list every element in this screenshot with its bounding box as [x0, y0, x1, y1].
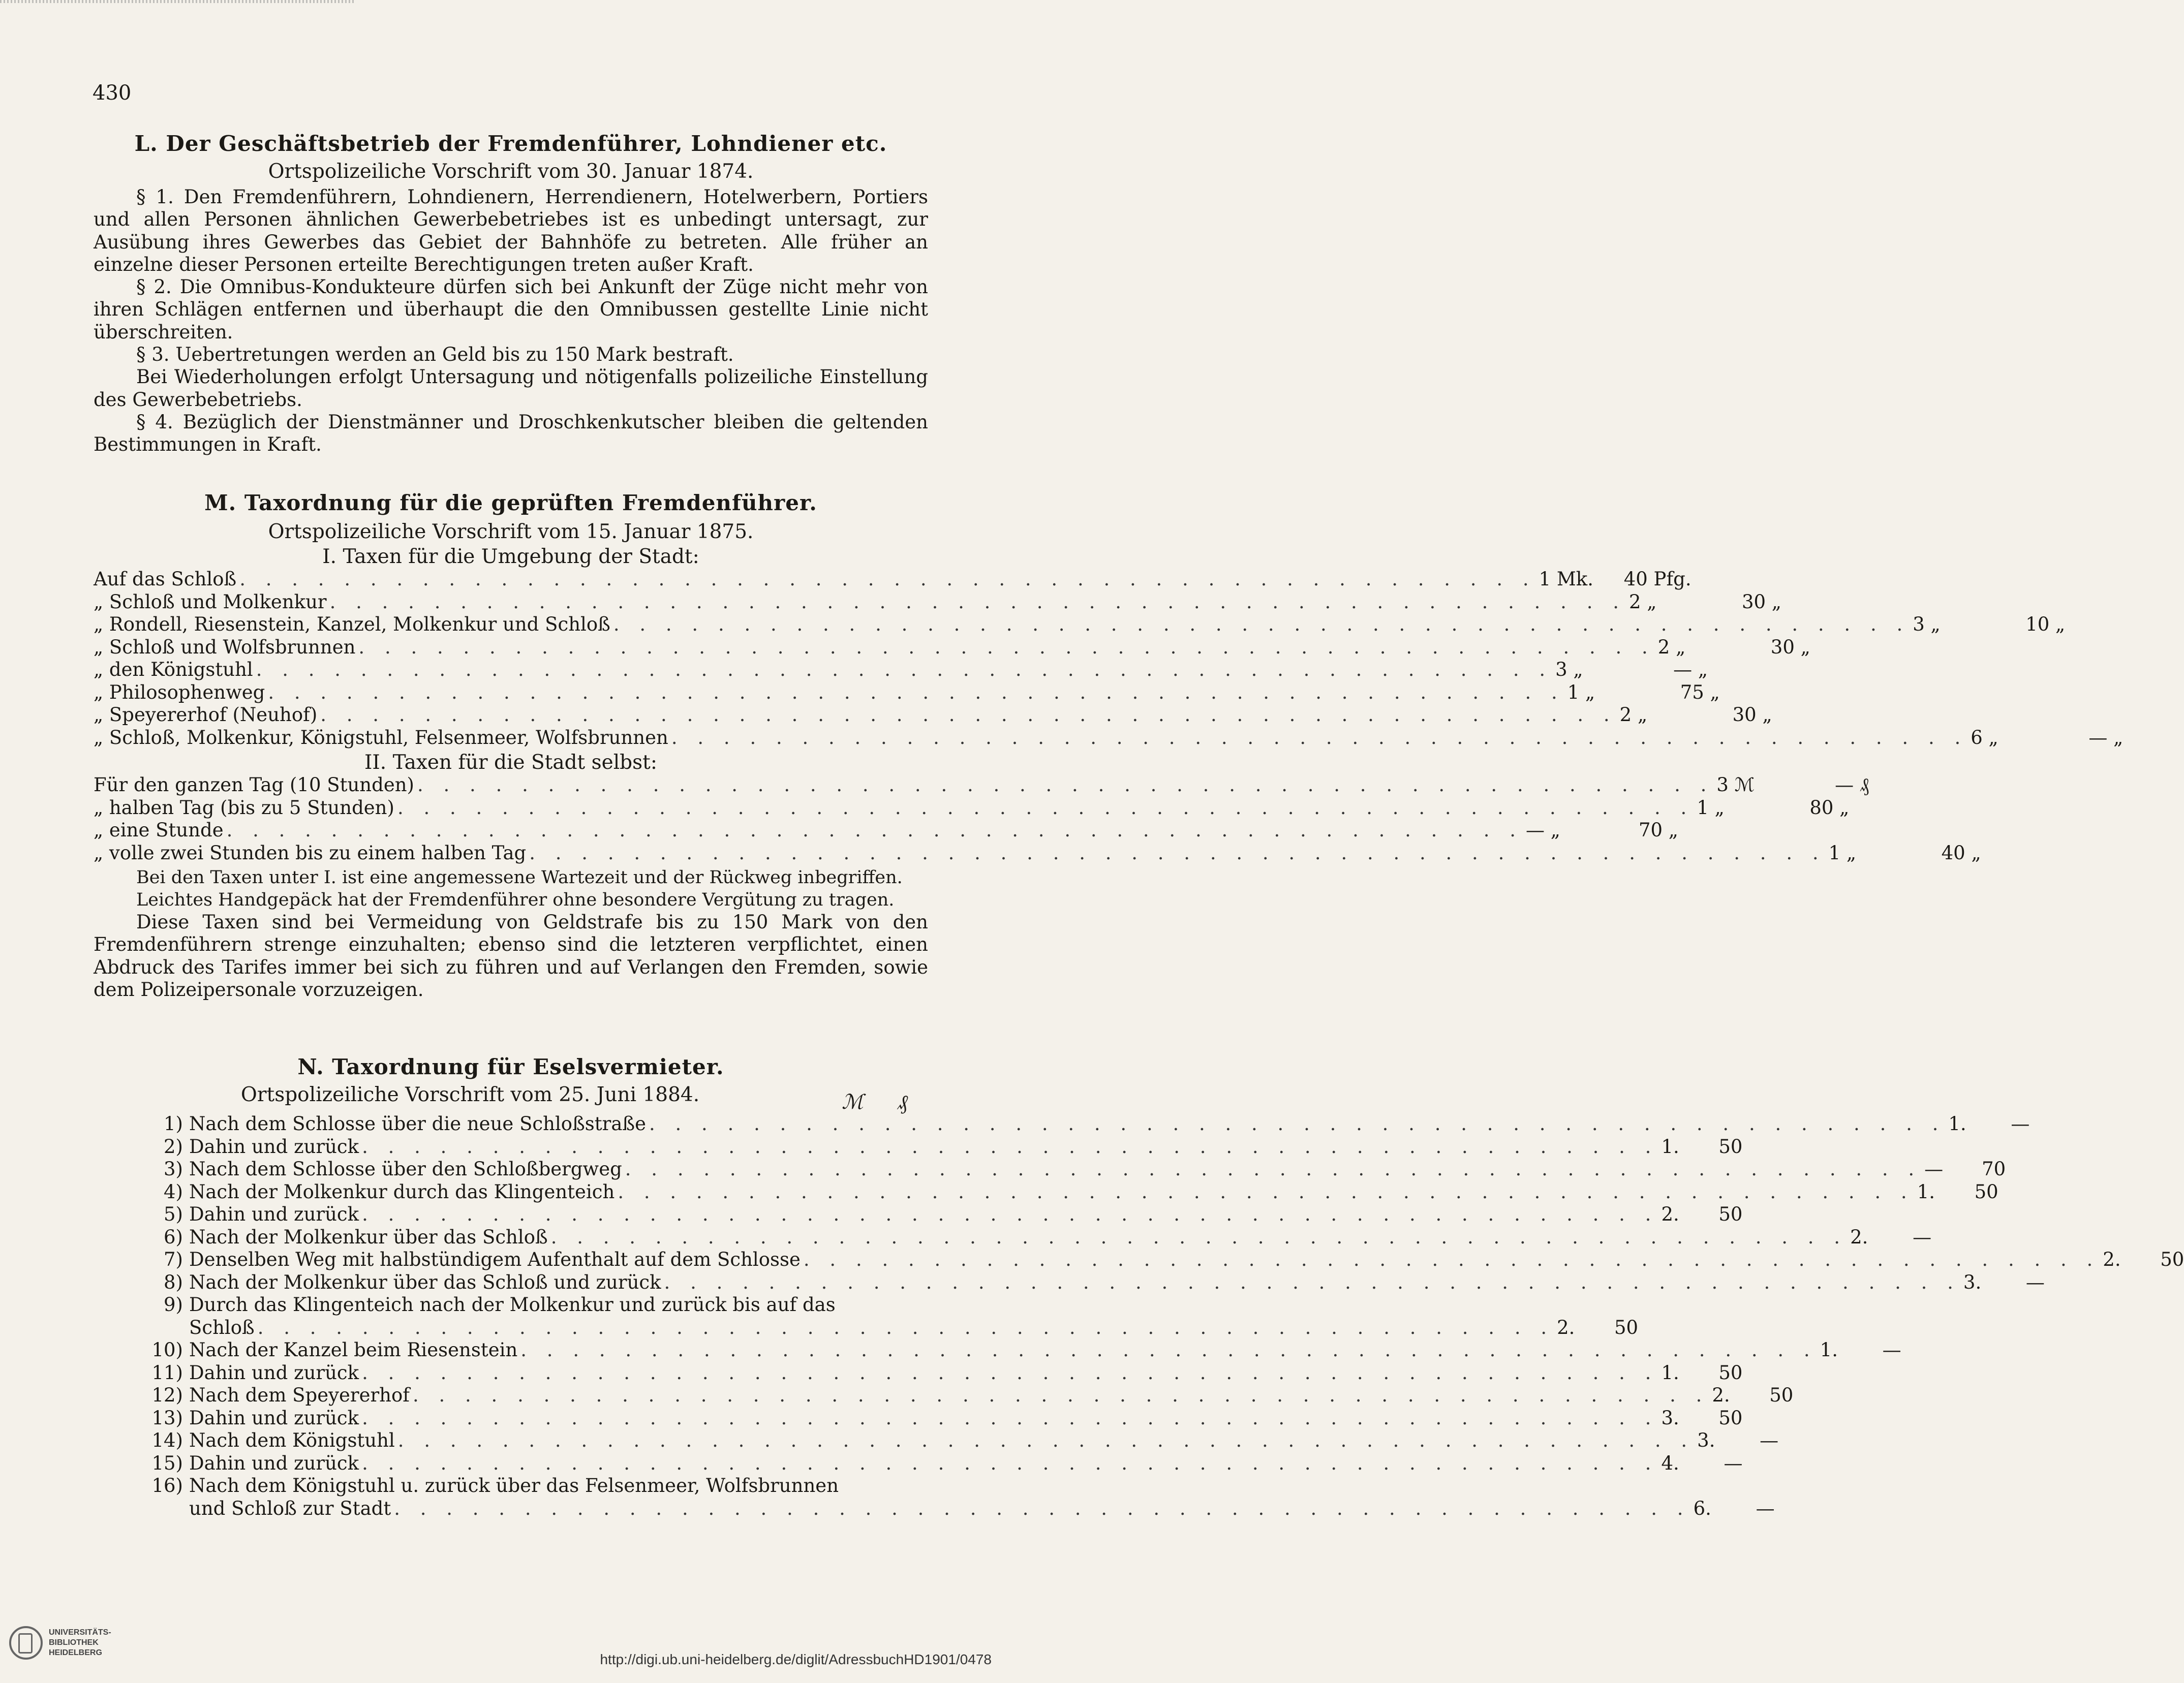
- donkey-tax-price-pfennig: 50: [1718, 1203, 1743, 1225]
- donkey-tax-number: 7): [164, 1249, 183, 1270]
- city-tax-row: [94, 796, 1850, 820]
- source-url[interactable]: http://digi.ub.uni-heidelberg.de/diglit/AdressbuchHD1901/0478: [600, 1651, 992, 1667]
- donkey-tax-route-label: Nach dem Schlosse über den Schloßbergweg: [189, 1158, 622, 1180]
- surroundings-tax-price-mark: 6 „: [1971, 726, 1998, 749]
- section-m-part1-table: [94, 568, 2124, 749]
- section-n-table: [142, 1113, 2184, 1520]
- donkey-tax-price: [1661, 1136, 1742, 1158]
- city-tax-row: [94, 819, 1678, 842]
- donkey-tax-price: [1661, 1362, 1742, 1384]
- surroundings-tax-route-label: „ Schloß und Wolfsbrunnen: [94, 636, 356, 658]
- dot-leader: . . . . . . . . . . . . . . . . . . . . . . . . . . . . . . . . . . . . . . . . . . . . . . . . . .: [803, 1249, 2100, 1270]
- donkey-tax-route-label: Durch das Klingenteich nach der Molkenkur und zurück bis auf das: [189, 1294, 836, 1316]
- city-tax-row: [94, 842, 1981, 865]
- donkey-tax-price: [1924, 1158, 2006, 1180]
- surroundings-tax-route-label: „ den Königstuhl: [94, 659, 253, 680]
- section-l-paragraph-5: § 4. Bezüglich der Dienstmänner und Droschkenkutscher bleiben die geltenden Bestimmungen in Kraft.: [94, 411, 928, 456]
- donkey-tax-row: [142, 1339, 1901, 1362]
- donkey-tax-number: 4): [164, 1180, 183, 1203]
- donkey-tax-price: [1697, 1429, 1778, 1451]
- dot-leader: . . . . . . . . . . . . . . . . . . . . . . . . . . . . . . . . . . . . . . . . . . . . . . . . . .: [671, 726, 1968, 749]
- donkey-tax-route-label: Schloß: [189, 1316, 255, 1338]
- pfennig-column-header: ₰: [898, 1091, 908, 1114]
- section-l-paragraph-4: Bei Wiederholungen erfolgt Untersagung und nötigenfalls polizeiliche Einstellung des Gewerbebetriebs.: [94, 366, 928, 411]
- city-tax-price-pfennig: 40 „: [1941, 842, 1981, 864]
- donkey-tax-row: [142, 1316, 1639, 1339]
- surroundings-tax-price-mark: 3 „: [1555, 659, 1583, 680]
- section-l-heading: L. Der Geschäftsbetrieb der Fremdenführer, Lohndiener etc.: [134, 131, 887, 156]
- donkey-tax-number: 6): [164, 1226, 183, 1248]
- surroundings-tax-route-label: „ Schloß, Molkenkur, Königstuhl, Felsenmeer, Wolfsbrunnen: [94, 726, 668, 749]
- surroundings-tax-price-mark: 2 „: [1619, 704, 1648, 726]
- section-m-note-1: Bei den Taxen unter I. ist eine angemessene Wartezeit und der Rückweg inbegriffen.: [136, 867, 903, 888]
- surroundings-tax-price-mark: 1 „: [1567, 681, 1595, 703]
- section-m-part1-title: I. Taxen für die Umgebung der Stadt:: [322, 545, 699, 568]
- donkey-tax-number: 11): [151, 1361, 183, 1384]
- donkey-tax-row: [142, 1226, 1932, 1249]
- library-logo-icon: [9, 1626, 43, 1660]
- donkey-tax-price: [1850, 1226, 1931, 1248]
- city-tax-price: [1716, 774, 1869, 796]
- surroundings-tax-price: [1913, 613, 2065, 635]
- donkey-tax-row-line: [142, 1475, 895, 1498]
- donkey-tax-price-pfennig: —: [2025, 1271, 2045, 1293]
- surroundings-tax-row: [94, 568, 1691, 591]
- donkey-tax-price-pfennig: —: [1760, 1429, 1779, 1451]
- donkey-tax-price-pfennig: —: [2011, 1113, 2030, 1135]
- dot-leader: . . . . . . . . . . . . . . . . . . . . . . . . . . . . . . . . . . . . . . . . . . . . . . . . . .: [329, 590, 1626, 613]
- donkey-tax-route-label: Nach dem Königstuhl u. zurück über das Felsenmeer, Wolfsbrunnen: [189, 1475, 839, 1497]
- dot-leader: . . . . . . . . . . . . . . . . . . . . . . . . . . . . . . . . . . . . . . . . . . . . . . . . . .: [550, 1226, 1848, 1248]
- donkey-tax-price-pfennig: —: [1913, 1226, 1932, 1248]
- donkey-tax-price: [1661, 1452, 1742, 1474]
- surroundings-tax-price: [1555, 659, 1708, 680]
- dot-leader: . . . . . . . . . . . . . . . . . . . . . . . . . . . . . . . . . . . . . . . . . . . . . . . . . .: [412, 1384, 1709, 1406]
- donkey-tax-price-pfennig: —: [1724, 1452, 1743, 1474]
- section-m-subheading: Ortspolizeiliche Vorschrift vom 15. Januar 1875.: [268, 520, 754, 543]
- surroundings-tax-price: [1971, 727, 2123, 749]
- donkey-tax-row: [142, 1407, 1743, 1430]
- donkey-tax-number: 3): [164, 1158, 183, 1180]
- surroundings-tax-price-mark: 3 „: [1913, 613, 1941, 635]
- section-l-paragraph-2: § 2. Die Omnibus-Kondukteure dürfen sich bei Ankunft der Züge nicht mehr von ihren Schlägen entfernen und überhaupt die den Omnibussen gestellte Linie nicht überschreiten.: [94, 276, 928, 343]
- surroundings-tax-price: [1629, 591, 1781, 613]
- dot-leader: . . . . . . . . . . . . . . . . . . . . . . . . . . . . . . . . . . . . . . . . . . . . . . . . . .: [664, 1271, 1960, 1293]
- surroundings-tax-route-label: „ Rondell, Riesenstein, Kanzel, Molkenkur und Schloß: [94, 613, 610, 635]
- donkey-tax-price-mark: 6.: [1693, 1497, 1711, 1519]
- section-m-heading: M. Taxordnung für die geprüften Fremdenführer.: [204, 490, 817, 515]
- dot-leader: . . . . . . . . . . . . . . . . . . . . . . . . . . . . . . . . . . . . . . . . . . . . . . . . . .: [257, 1316, 1554, 1338]
- section-l: [94, 131, 928, 456]
- donkey-tax-row: [142, 1135, 1743, 1159]
- surroundings-tax-price-pfennig: — „: [2088, 726, 2124, 749]
- section-n: [94, 1054, 2184, 1520]
- donkey-tax-route-label: Dahin und zurück: [189, 1203, 359, 1225]
- donkey-tax-price: [1694, 1498, 1775, 1519]
- donkey-tax-price-pfennig: 50: [1718, 1361, 1743, 1384]
- surroundings-tax-row: [94, 636, 1810, 659]
- donkey-tax-price-pfennig: 50: [1718, 1135, 1743, 1158]
- surroundings-tax-price-pfennig: 10 „: [2025, 613, 2066, 635]
- donkey-tax-price-mark: 1.: [1820, 1339, 1838, 1361]
- donkey-tax-number: 2): [164, 1135, 183, 1158]
- donkey-tax-number: 12): [151, 1384, 183, 1406]
- donkey-tax-price-pfennig: —: [1756, 1497, 1775, 1519]
- donkey-tax-row: [142, 1180, 1998, 1204]
- surroundings-tax-row: [94, 590, 1781, 614]
- surroundings-tax-row: [94, 704, 1772, 727]
- donkey-tax-row: [142, 1113, 2030, 1136]
- section-l-subheading: Ortspolizeiliche Vorschrift vom 30. Januar 1874.: [268, 160, 754, 183]
- library-logo-line-1: UNIVERSITÄTS-: [49, 1628, 111, 1637]
- section-m-note-3: Diese Taxen sind bei Vermeidung von Geldstrafe bis zu 150 Mark von den Fremdenführern strenge einzuhalten; ebenso sind die letzteren verpflichtet, einen Abdruck des Tarifes immer bei sich zu führen und auf Verlangen den Fremden, sowie dem Polizeipersonale vorzuzeigen.: [94, 911, 928, 1001]
- surroundings-tax-row: [94, 613, 2066, 636]
- donkey-tax-price-mark: 3.: [1661, 1407, 1679, 1429]
- donkey-tax-price-pfennig: 50: [2160, 1249, 2184, 1270]
- surroundings-tax-route-label: „ Schloß und Molkenkur: [94, 590, 327, 613]
- dot-leader: . . . . . . . . . . . . . . . . . . . . . . . . . . . . . . . . . . . . . . . . . . . . . . . . . .: [358, 636, 1655, 658]
- scan-edge: [0, 0, 356, 3]
- donkey-tax-route-label: und Schloß zur Stadt: [189, 1497, 391, 1519]
- donkey-tax-price-mark: 1.: [1661, 1135, 1679, 1158]
- donkey-tax-price: [1963, 1271, 2045, 1293]
- dot-leader: . . . . . . . . . . . . . . . . . . . . . . . . . . . . . . . . . . . . . . . . . . . . . . . . . .: [362, 1135, 1658, 1158]
- library-logo-line-2: BIBLIOTHEK: [49, 1638, 99, 1647]
- donkey-tax-number: 8): [164, 1271, 183, 1293]
- donkey-tax-price-mark: 1.: [1661, 1361, 1679, 1384]
- donkey-tax-row: [142, 1249, 2184, 1271]
- surroundings-tax-price: [1658, 636, 1810, 658]
- donkey-tax-number: 9): [164, 1294, 183, 1316]
- donkey-tax-price-mark: 2.: [1661, 1203, 1679, 1225]
- donkey-tax-price-mark: 2.: [2103, 1249, 2121, 1270]
- donkey-tax-price-pfennig: 50: [1718, 1407, 1743, 1429]
- city-tax-row: [94, 774, 1869, 797]
- donkey-tax-row-line: [142, 1294, 895, 1317]
- city-tax-route-label: „ volle zwei Stunden bis zu einem halben Tag: [94, 842, 527, 864]
- surroundings-tax-price: [1567, 681, 1720, 703]
- city-tax-route-label: Für den ganzen Tag (10 Stunden): [94, 774, 414, 796]
- donkey-tax-number: 14): [151, 1429, 183, 1451]
- city-tax-price-pfennig: 80 „: [1809, 796, 1850, 819]
- donkey-tax-price-pfennig: 70: [1982, 1158, 2006, 1180]
- donkey-tax-number: 15): [151, 1452, 183, 1474]
- city-tax-price-pfennig: — ₰: [1835, 774, 1869, 796]
- section-m: [94, 490, 2124, 1001]
- surroundings-tax-price-pfennig: 75 „: [1680, 681, 1720, 703]
- donkey-tax-route-label: Dahin und zurück: [189, 1452, 359, 1474]
- donkey-tax-price-mark: 2.: [1712, 1384, 1730, 1406]
- donkey-tax-route-label: Nach dem Königstuhl: [189, 1429, 395, 1451]
- donkey-tax-row: [142, 1361, 1743, 1385]
- donkey-tax-route-label: Nach der Kanzel beim Riesenstein: [189, 1339, 518, 1361]
- donkey-tax-row: [142, 1429, 1779, 1452]
- surroundings-tax-price-mark: 2 „: [1657, 636, 1686, 658]
- donkey-tax-price-mark: 2.: [1557, 1316, 1575, 1338]
- dot-leader: . . . . . . . . . . . . . . . . . . . . . . . . . . . . . . . . . . . . . . . . . . . . . . . . . .: [613, 613, 1910, 635]
- surroundings-tax-row: [94, 681, 1720, 704]
- donkey-tax-route-label: Dahin und zurück: [189, 1407, 359, 1429]
- donkey-tax-price-mark: 1.: [1948, 1113, 1966, 1135]
- dot-leader: . . . . . . . . . . . . . . . . . . . . . . . . . . . . . . . . . . . . . . . . . . . . . . . . . .: [256, 659, 1553, 680]
- surroundings-tax-row: [94, 659, 1708, 681]
- city-tax-route-label: „ halben Tag (bis zu 5 Stunden): [94, 796, 394, 819]
- surroundings-tax-price-pfennig: 30 „: [1770, 636, 1810, 658]
- library-logo: [9, 1626, 111, 1660]
- donkey-tax-price-pfennig: 50: [1974, 1180, 1998, 1203]
- dot-leader: . . . . . . . . . . . . . . . . . . . . . . . . . . . . . . . . . . . . . . . . . . . . . . . . . .: [625, 1158, 1922, 1180]
- donkey-tax-price: [1661, 1407, 1742, 1429]
- donkey-tax-route-label: Nach der Molkenkur durch das Klingenteich: [189, 1180, 615, 1203]
- donkey-tax-route-label: Nach der Molkenkur über das Schloß: [189, 1226, 548, 1248]
- donkey-tax-price-mark: 4.: [1661, 1452, 1679, 1474]
- donkey-tax-price-pfennig: 50: [1769, 1384, 1794, 1406]
- donkey-tax-row: [142, 1452, 1743, 1475]
- donkey-tax-row: [142, 1384, 1794, 1407]
- donkey-tax-route-label: Nach dem Speyererhof: [189, 1384, 410, 1406]
- dot-leader: . . . . . . . . . . . . . . . . . . . . . . . . . . . . . . . . . . . . . . . . . . . . . . . . . .: [362, 1452, 1658, 1474]
- surroundings-tax-price: [1539, 568, 1691, 590]
- donkey-tax-price-mark: 1.: [1917, 1180, 1935, 1203]
- dot-leader: . . . . . . . . . . . . . . . . . . . . . . . . . . . . . . . . . . . . . . . . . . . . . . . . . .: [649, 1113, 1946, 1135]
- surroundings-tax-price: [1620, 704, 1772, 726]
- donkey-tax-price-pfennig: 50: [1614, 1316, 1639, 1338]
- donkey-tax-route-label: Denselben Weg mit halbstündigem Aufenthalt auf dem Schlosse: [189, 1249, 801, 1270]
- donkey-tax-price: [1557, 1317, 1638, 1338]
- city-tax-price: [1526, 819, 1678, 841]
- city-tax-route-label: „ eine Stunde: [94, 819, 224, 841]
- surroundings-tax-row: [94, 726, 2124, 750]
- donkey-tax-route-label: Nach dem Schlosse über die neue Schloßstraße: [189, 1113, 647, 1135]
- dot-leader: . . . . . . . . . . . . . . . . . . . . . . . . . . . . . . . . . . . . . . . . . . . . . . . . . .: [397, 1429, 1695, 1451]
- section-l-paragraph-1: § 1. Den Fremdenführern, Lohndienern, Herrendienern, Hotelwerbern, Portiers und allen Personen ähnlichen Gewerbebetriebes ist es unbedingt untersagt, zur Ausübung ihres Gewerbes das Gebiet der Bahnhöfe zu betreten. Alle früher an einzelne dieser Personen erteilte Berechtigungen treten außer Kraft.: [94, 186, 928, 275]
- surroundings-tax-price-pfennig: 30 „: [1741, 590, 1781, 613]
- city-tax-price: [1829, 842, 1981, 864]
- donkey-tax-price-pfennig: —: [1882, 1339, 1901, 1361]
- donkey-tax-price: [1712, 1384, 1793, 1406]
- donkey-tax-number: 16): [151, 1475, 183, 1497]
- surroundings-tax-price-pfennig: 40 Pfg.: [1623, 568, 1691, 590]
- donkey-tax-price: [1661, 1203, 1742, 1225]
- donkey-tax-row: [142, 1158, 2006, 1181]
- donkey-tax-price-mark: 3.: [1963, 1271, 1982, 1293]
- surroundings-tax-route-label: „ Speyererhof (Neuhof): [94, 704, 318, 726]
- donkey-tax-number: 1): [164, 1113, 183, 1135]
- dot-leader: . . . . . . . . . . . . . . . . . . . . . . . . . . . . . . . . . . . . . . . . . . . . . . . . . .: [394, 1497, 1690, 1519]
- surroundings-tax-route-label: Auf das Schloß: [94, 568, 237, 590]
- donkey-tax-price: [1820, 1339, 1901, 1361]
- donkey-tax-route-label: Dahin und zurück: [189, 1361, 359, 1384]
- city-tax-price: [1697, 797, 1849, 819]
- section-m-part2-title: II. Taxen für die Stadt selbst:: [364, 751, 657, 774]
- donkey-tax-number: 13): [151, 1407, 183, 1429]
- dot-leader: . . . . . . . . . . . . . . . . . . . . . . . . . . . . . . . . . . . . . . . . . . . . . . . . . .: [529, 842, 1826, 864]
- city-tax-price-pfennig: 70 „: [1638, 819, 1678, 841]
- donkey-tax-row: [142, 1497, 1775, 1520]
- section-n-heading: N. Taxordnung für Eselsvermieter.: [297, 1054, 724, 1079]
- donkey-tax-price: [2103, 1249, 2184, 1270]
- page-number: 430: [93, 81, 132, 105]
- city-tax-price-mark: 1 „: [1828, 842, 1857, 864]
- city-tax-price-mark: 3 ℳ: [1716, 774, 1755, 796]
- donkey-tax-price-mark: —: [1924, 1158, 1944, 1180]
- donkey-tax-price-mark: 3.: [1697, 1429, 1715, 1451]
- surroundings-tax-price-mark: 2 „: [1628, 590, 1657, 613]
- dot-leader: . . . . . . . . . . . . . . . . . . . . . . . . . . . . . . . . . . . . . . . . . . . . . . . . . .: [362, 1361, 1658, 1384]
- donkey-tax-route-label: Dahin und zurück: [189, 1135, 359, 1158]
- donkey-tax-price: [1917, 1181, 1998, 1203]
- donkey-tax-price-mark: 2.: [1850, 1226, 1868, 1248]
- donkey-tax-row: [142, 1203, 1743, 1226]
- dot-leader: . . . . . . . . . . . . . . . . . . . . . . . . . . . . . . . . . . . . . . . . . . . . . . . . . .: [362, 1407, 1658, 1429]
- donkey-tax-number: 5): [164, 1203, 183, 1225]
- section-m-note-2: Leichtes Handgepäck hat der Fremdenführer ohne besondere Vergütung zu tragen.: [136, 890, 895, 910]
- dot-leader: . . . . . . . . . . . . . . . . . . . . . . . . . . . . . . . . . . . . . . . . . . . . . . . . . .: [362, 1203, 1658, 1225]
- section-m-part2-table: [94, 774, 1981, 864]
- donkey-tax-number: 10): [151, 1339, 183, 1361]
- dot-leader: . . . . . . . . . . . . . . . . . . . . . . . . . . . . . . . . . . . . . . . . . . . . . . . . . .: [320, 704, 1617, 726]
- surroundings-tax-price-mark: 1 Mk.: [1539, 568, 1593, 590]
- surroundings-tax-price-pfennig: — „: [1673, 659, 1708, 680]
- surroundings-tax-price-pfennig: 30 „: [1732, 704, 1772, 726]
- dot-leader: . . . . . . . . . . . . . . . . . . . . . . . . . . . . . . . . . . . . . . . . . . . . . . . . . .: [268, 681, 1564, 703]
- city-tax-price-mark: 1 „: [1697, 796, 1725, 819]
- dot-leader: . . . . . . . . . . . . . . . . . . . . . . . . . . . . . . . . . . . . . . . . . . . . . . . . . .: [520, 1339, 1817, 1361]
- donkey-tax-row: [142, 1271, 2045, 1294]
- library-logo-line-3: HEIDELBERG: [49, 1648, 102, 1657]
- dot-leader: . . . . . . . . . . . . . . . . . . . . . . . . . . . . . . . . . . . . . . . . . . . . . . . . . .: [239, 568, 1536, 590]
- dot-leader: . . . . . . . . . . . . . . . . . . . . . . . . . . . . . . . . . . . . . . . . . . . . . . . . . .: [417, 774, 1714, 796]
- donkey-tax-route-label: Nach der Molkenkur über das Schloß und zurück: [189, 1271, 661, 1293]
- section-n-subheading: Ortspolizeiliche Vorschrift vom 25. Juni 1884.: [240, 1083, 700, 1106]
- section-l-paragraph-3: § 3. Uebertretungen werden an Geld bis zu 150 Mark bestraft.: [136, 344, 734, 366]
- surroundings-tax-route-label: „ Philosophenweg: [94, 681, 265, 703]
- city-tax-price-mark: — „: [1525, 819, 1560, 841]
- dot-leader: . . . . . . . . . . . . . . . . . . . . . . . . . . . . . . . . . . . . . . . . . . . . . . . . . .: [618, 1180, 1914, 1203]
- dot-leader: . . . . . . . . . . . . . . . . . . . . . . . . . . . . . . . . . . . . . . . . . . . . . . . . . .: [226, 819, 1523, 841]
- mark-column-header: ℳ: [842, 1090, 864, 1114]
- dot-leader: . . . . . . . . . . . . . . . . . . . . . . . . . . . . . . . . . . . . . . . . . . . . . . . . . .: [397, 796, 1694, 819]
- donkey-tax-price: [1948, 1113, 2029, 1135]
